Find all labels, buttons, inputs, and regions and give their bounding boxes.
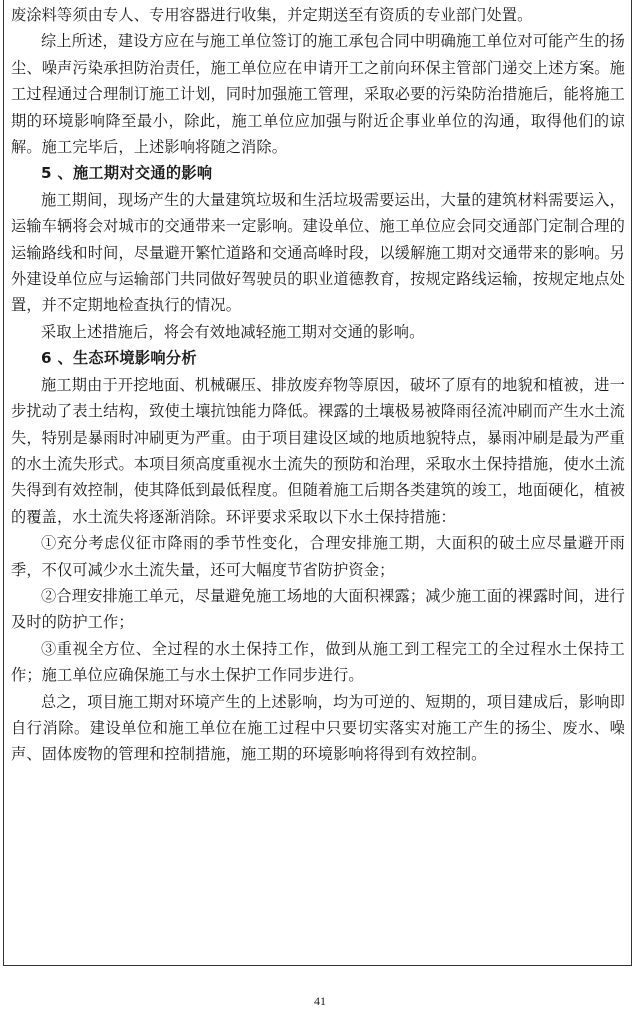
list-item-full-process: ③重视全方位、全过程的水土保持工作，做到从施工到工程完工的全过程水土保持工作；施工单位应确保施工与水土保护工作同步进行。 <box>11 639 625 685</box>
list-item-rainy-season: ①充分考虑仪征市降雨的季节性变化，合理安排施工期，大面积的破土应尽量避开雨季，不仅可减少水土流失量，还可大幅度节省防护资金； <box>11 534 625 579</box>
section-heading-ecology: 6 、生态环境影响分析 <box>41 349 197 368</box>
paragraph-traffic-mitigation: 采取上述措施后，将会有效地减轻施工期对交通的影响。 <box>41 322 425 341</box>
paragraph-conclusion: 总之，项目施工期对环境产生的上述影响，均为可逆的、短期的，项目建成后，影响即自行消除。建设单位和施工单位在施工过程中只要切实落实对施工产生的扬尘、废水、噪声、固体废物的管理和控制措施，施工期的环境影响将得到有效控制。 <box>11 692 625 764</box>
paragraph-traffic-impact: 施工期间，现场产生的大量建筑垃圾和生活垃圾需要运出，大量的建筑材料需要运入，运输车辆将会对城市的交通带来一定影响。建设单位、施工单位应会同交通部门定制合理的运输路线和时间，尽量避开繁忙道路和交通高峰时段，以缓解施工期对交通带来的影响。另外建设单位应与运输部门共同做好驾驶员的职业道德教育，按规定路线运输，按规定地点处置，并不定期地检查执行的情况。 <box>11 190 625 315</box>
paragraph-waste-paint: 废涂料等须由专人、专用容器进行收集，并定期送至有资质的专业部门处置。 <box>11 6 533 24</box>
list-item-construction-units: ②合理安排施工单元，尽量避免施工场地的大面积裸露；减少施工面的裸露时间，进行及时的防护工作； <box>11 586 625 632</box>
paragraph-soil-erosion: 施工期由于开挖地面、机械碾压、排放废弃物等原因，破坏了原有的地貌和植被，进一步扰动了表土结构，致使土壤抗蚀能力降低。裸露的土壤极易被降雨径流冲刷而产生水土流失，特别是暴雨时冲刷更为严重。由于项目建设区域的地质地貌特点，暴雨冲刷是最为严重的水土流失形式。本项目须高度重视水土流失的预防和治理，采取水土保持措施，使水土流失得到有效控制，使其降低到最低程度。但随着施工后期各类建筑的竣工，地面硬化，植被的覆盖，水土流失将逐渐消除。环评要求采取以下水土保持措施： <box>11 375 625 526</box>
paragraph-summary-dust-noise: 综上所述，建设方应在与施工单位签订的施工承包合同中明确施工单位对可能产生的扬尘、噪声污染承担防治责任，施工单位应在申请开工之前向环保主管部门递交上述方案。施工过程通过合理制订施工计划，同时加强施工管理，采取必要的污染防治措施后，能将施工期的环境影响降至最小，除此，施工单位应加强与附近企事业单位的沟通，取得他们的谅解。施工完毕后，上述影响将随之消除。 <box>11 32 625 157</box>
section-heading-traffic: 5 、施工期对交通的影响 <box>41 164 213 183</box>
page-number: 41 <box>314 994 326 1008</box>
document-body <box>11 2 625 768</box>
